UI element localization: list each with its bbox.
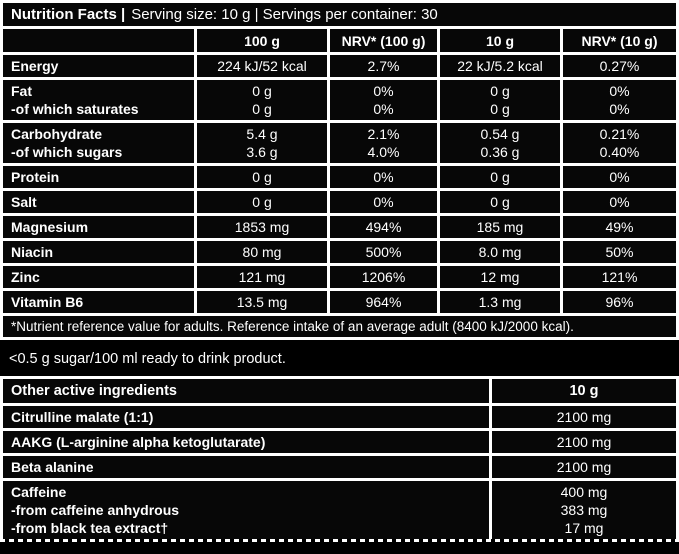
nutrient-value: 12 mg bbox=[480, 269, 520, 285]
nutrient-value-cell bbox=[330, 216, 437, 238]
nutrient-value: 3.6 g bbox=[246, 144, 278, 160]
nutrient-value: 0% bbox=[373, 101, 394, 117]
nutrient-label: Carbohydrate bbox=[11, 126, 103, 142]
nrv-footnote: *Nutrient reference value for adults. Reference intake of an average adult (8400 kJ/2000 kcal). bbox=[3, 316, 676, 337]
nutrient-value: 2.1% bbox=[367, 126, 400, 142]
nutrient-value: 0% bbox=[373, 194, 394, 210]
sugar-note: <0.5 g sugar/100 ml ready to drink product. bbox=[0, 340, 679, 376]
ingredient-label: Beta alanine bbox=[11, 459, 94, 475]
cut-off-dashed-line bbox=[0, 539, 679, 542]
nutrient-value-cell bbox=[197, 55, 327, 77]
nutrient-value-cell bbox=[330, 80, 437, 120]
nutrient-value-cell bbox=[440, 166, 560, 188]
nutrient-value-cell bbox=[330, 123, 437, 163]
nutrient-label-cell bbox=[3, 216, 194, 238]
nutrient-value-cell bbox=[197, 191, 327, 213]
nutrient-label-cell bbox=[3, 241, 194, 263]
nutrient-value-cell bbox=[197, 241, 327, 263]
ingredient-label-cell bbox=[3, 406, 489, 428]
nutrient-value-cell bbox=[563, 123, 676, 163]
nutrient-value-cell bbox=[563, 166, 676, 188]
nutrient-value: 0 g bbox=[490, 101, 510, 117]
nutrient-value: 121 mg bbox=[238, 269, 286, 285]
title-details: Serving size: 10 g | Servings per container: 30 bbox=[131, 6, 438, 23]
nutrient-value: 0 g bbox=[252, 101, 272, 117]
nutrient-value: 0 g bbox=[252, 169, 272, 185]
nutrient-label-cell bbox=[3, 123, 194, 163]
nutrient-value: 50% bbox=[605, 244, 634, 260]
ingredient-value-cell bbox=[492, 406, 676, 428]
nutrient-value-cell bbox=[330, 55, 437, 77]
nutrient-value: 964% bbox=[365, 294, 402, 310]
ingredient-label-cell bbox=[3, 456, 489, 478]
nutrient-value-cell bbox=[197, 291, 327, 313]
nutrient-value: 0.21% bbox=[599, 126, 640, 142]
column-header-empty bbox=[3, 29, 194, 52]
nutrient-value: 22 kJ/5.2 kcal bbox=[457, 58, 543, 74]
nutrient-value: 500% bbox=[365, 244, 402, 260]
nutrient-value-cell bbox=[330, 166, 437, 188]
nutrient-label: Zinc bbox=[11, 269, 40, 285]
ingredient-value: 2100 mg bbox=[556, 434, 612, 450]
ingredient-label-cell bbox=[3, 481, 489, 539]
ingredients-header-label: Other active ingredients bbox=[3, 379, 489, 403]
nutrient-value: 1853 mg bbox=[234, 219, 290, 235]
nutrient-value: 0 g bbox=[490, 194, 510, 210]
nutrient-value-cell bbox=[440, 291, 560, 313]
nutrient-value: 0% bbox=[373, 169, 394, 185]
nutrient-value: 0.40% bbox=[599, 144, 640, 160]
ingredient-value-cell bbox=[492, 481, 676, 539]
ingredient-value: 400 mg bbox=[560, 484, 608, 500]
column-header-nrv-100g: NRV* (100 g) bbox=[330, 29, 437, 52]
nutrient-value: 0 g bbox=[490, 169, 510, 185]
column-header-100g: 100 g bbox=[197, 29, 327, 52]
nutrient-value: 185 mg bbox=[476, 219, 524, 235]
nutrient-value-cell bbox=[330, 241, 437, 263]
ingredient-label-cell bbox=[3, 431, 489, 453]
column-header-nrv-10g: NRV* (10 g) bbox=[563, 29, 676, 52]
ingredient-value-cell bbox=[492, 456, 676, 478]
nutrient-value: 1206% bbox=[361, 269, 406, 285]
nutrient-value-cell bbox=[197, 216, 327, 238]
nutrient-value-cell bbox=[440, 191, 560, 213]
nutrient-label: Salt bbox=[11, 194, 37, 210]
nutrient-value: 8.0 mg bbox=[478, 244, 522, 260]
nutrient-value-cell bbox=[440, 266, 560, 288]
ingredient-label: -from caffeine anhydrous bbox=[11, 502, 180, 518]
nutrient-value-cell bbox=[197, 166, 327, 188]
nutrient-value-cell bbox=[440, 123, 560, 163]
nutrient-value-cell bbox=[197, 266, 327, 288]
nutrient-value: 96% bbox=[605, 294, 634, 310]
nutrient-value: 4.0% bbox=[367, 144, 400, 160]
nutrient-label-cell bbox=[3, 266, 194, 288]
nutrient-value: 0.27% bbox=[599, 58, 640, 74]
nutrient-value: 0.54 g bbox=[480, 126, 520, 142]
nutrient-value: 0% bbox=[609, 83, 630, 99]
nutrient-value-cell bbox=[330, 266, 437, 288]
nutrient-label: Fat bbox=[11, 83, 32, 99]
nutrient-value: 0 g bbox=[490, 83, 510, 99]
nutrient-value-cell bbox=[440, 80, 560, 120]
nutrient-value: 0% bbox=[609, 169, 630, 185]
nutrient-value: 494% bbox=[365, 219, 402, 235]
nutrient-value-cell bbox=[330, 191, 437, 213]
nutrient-value-cell bbox=[563, 241, 676, 263]
nutrient-value-cell bbox=[563, 291, 676, 313]
nutrient-label: Protein bbox=[11, 169, 60, 185]
nutrient-value-cell bbox=[440, 55, 560, 77]
nutrient-value: 1.3 mg bbox=[478, 294, 522, 310]
nutrient-value-cell bbox=[440, 241, 560, 263]
ingredient-value: 2100 mg bbox=[556, 409, 612, 425]
nutrient-label-cell bbox=[3, 55, 194, 77]
title-brand: Nutrition Facts | bbox=[11, 6, 126, 23]
nutrient-value-cell bbox=[330, 291, 437, 313]
nutrient-label: Energy bbox=[11, 58, 59, 74]
ingredient-label: Caffeine bbox=[11, 484, 67, 500]
nutrient-value-cell bbox=[563, 55, 676, 77]
nutrient-label-cell bbox=[3, 80, 194, 120]
nutrient-value-cell bbox=[197, 123, 327, 163]
ingredient-label: -from black tea extract† bbox=[11, 520, 169, 536]
nutrient-label: Vitamin B6 bbox=[11, 294, 84, 310]
nutrient-value: 224 kJ/52 kcal bbox=[217, 58, 307, 74]
nutrient-value: 0 g bbox=[252, 83, 272, 99]
nutrient-value: 121% bbox=[601, 269, 638, 285]
nutrient-label: -of which saturates bbox=[11, 101, 139, 117]
nutrient-value: 0% bbox=[373, 83, 394, 99]
nutrient-value: 5.4 g bbox=[246, 126, 278, 142]
nutrient-value: 13.5 mg bbox=[236, 294, 288, 310]
nutrient-label: Niacin bbox=[11, 244, 54, 260]
nutrient-label-cell bbox=[3, 166, 194, 188]
nutrition-facts-title bbox=[3, 3, 676, 26]
ingredient-value-cell bbox=[492, 431, 676, 453]
nutrient-label-cell bbox=[3, 191, 194, 213]
nutrient-value-cell bbox=[197, 80, 327, 120]
nutrient-label-cell bbox=[3, 291, 194, 313]
nutrient-value: 2.7% bbox=[367, 58, 400, 74]
nutrient-value-cell bbox=[563, 191, 676, 213]
nutrient-value: 0.36 g bbox=[480, 144, 520, 160]
ingredient-value: 17 mg bbox=[564, 520, 604, 536]
ingredient-value: 383 mg bbox=[560, 502, 608, 518]
ingredient-label: AAKG (L-arginine alpha ketoglutarate) bbox=[11, 434, 266, 450]
other-ingredients-table bbox=[0, 376, 679, 539]
nutrient-value: 80 mg bbox=[242, 244, 282, 260]
nutrient-value: 0 g bbox=[252, 194, 272, 210]
column-header-10g: 10 g bbox=[440, 29, 560, 52]
nutrient-value: 49% bbox=[605, 219, 634, 235]
ingredients-header-amount: 10 g bbox=[492, 379, 676, 403]
nutrient-label: -of which sugars bbox=[11, 144, 123, 160]
nutrient-label: Magnesium bbox=[11, 219, 89, 235]
nutrient-value-cell bbox=[563, 80, 676, 120]
nutrient-value: 0% bbox=[609, 101, 630, 117]
ingredient-value: 2100 mg bbox=[556, 459, 612, 475]
nutrient-value-cell bbox=[563, 216, 676, 238]
ingredient-label: Citrulline malate (1:1) bbox=[11, 409, 154, 425]
nutrient-value-cell bbox=[440, 216, 560, 238]
nutrient-value-cell bbox=[563, 266, 676, 288]
nutrient-value: 0% bbox=[609, 194, 630, 210]
